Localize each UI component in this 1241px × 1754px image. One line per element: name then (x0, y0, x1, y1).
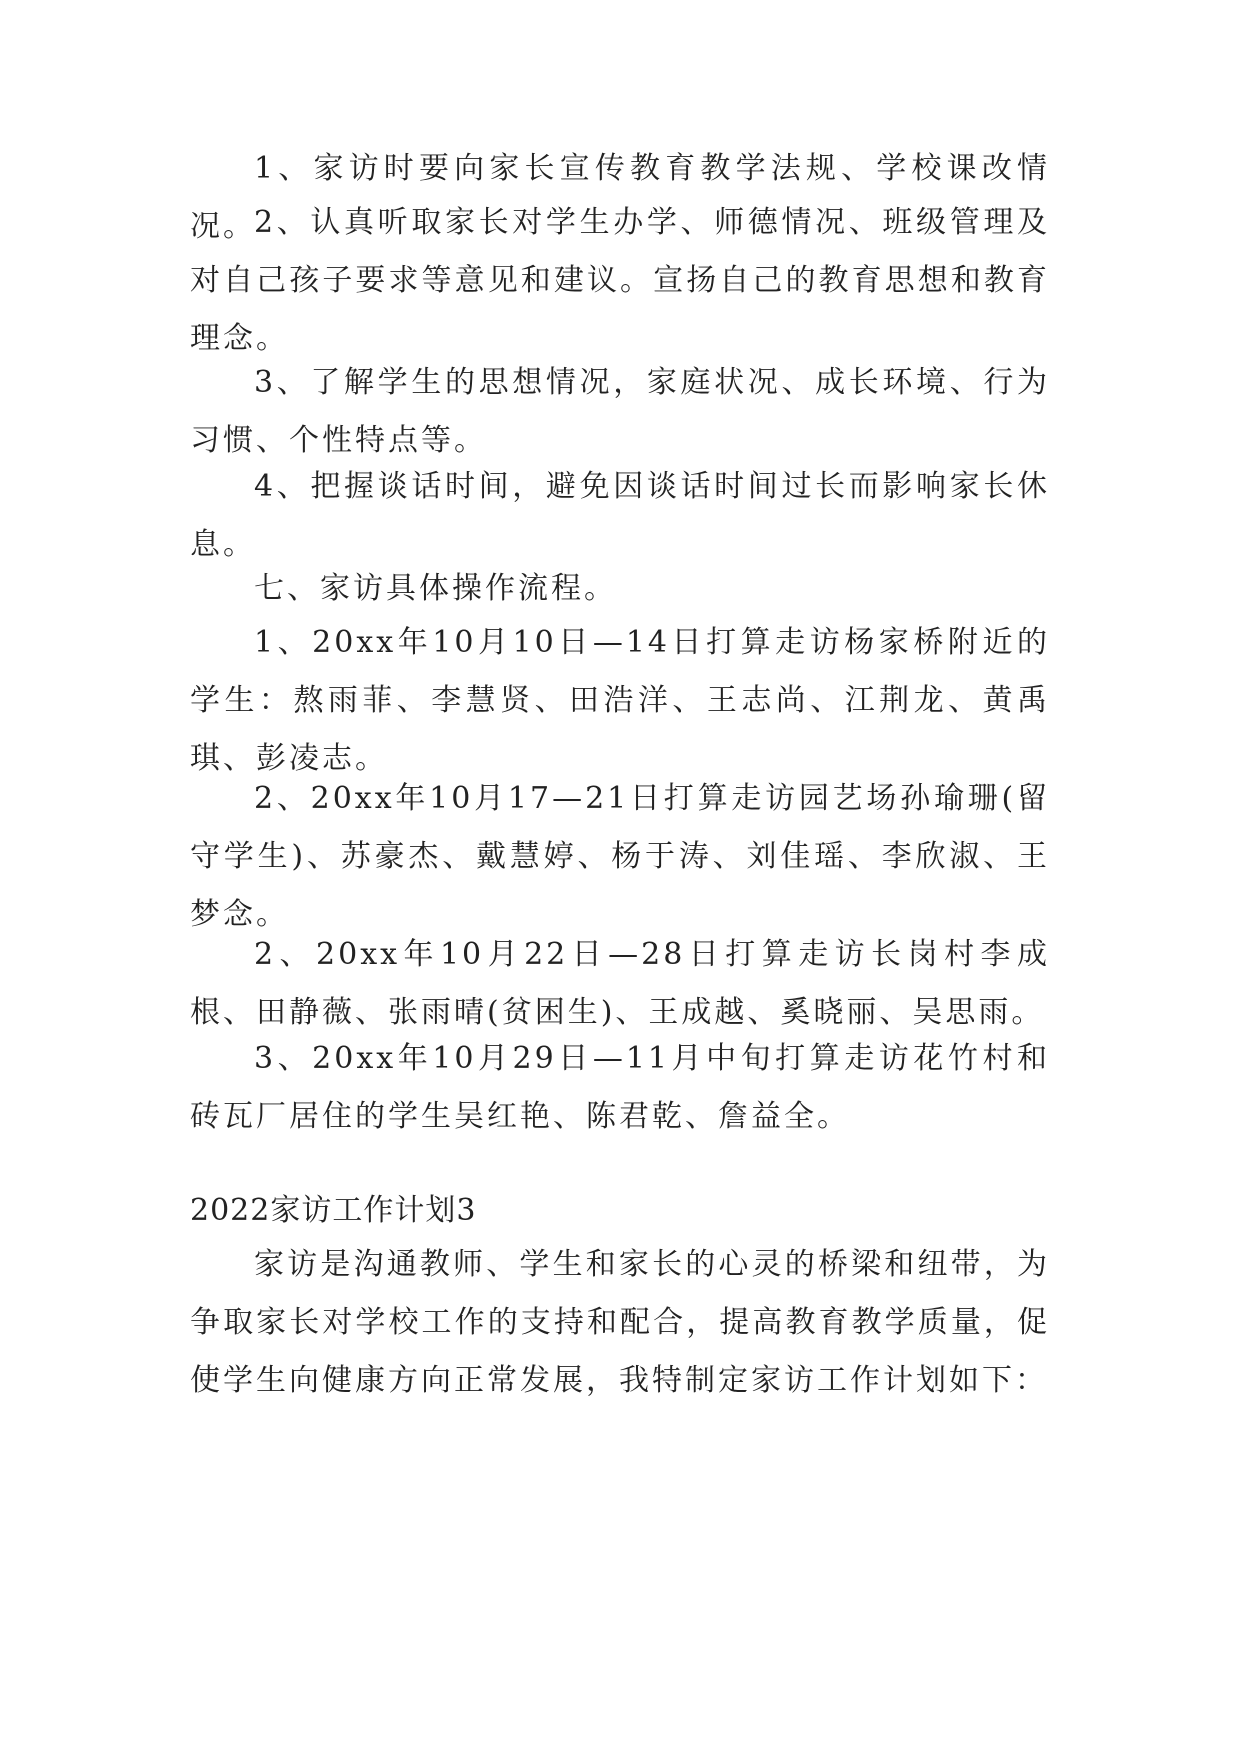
paragraph-4: 4、把握谈话时间，避免因谈话时间过长而影响家长休息。 (190, 469, 1050, 562)
paragraph-schedule-3: 2、20xx年10月22日—28日打算走访长岗村李成根、田静薇、张雨晴(贫困生)、王成越、奚晓丽、吴思雨。 (190, 937, 1050, 1030)
section-title: 2022家访工作计划3 (190, 1193, 477, 1228)
paragraph-schedule-4: 3、20xx年10月29日—11月中旬打算走访花竹村和砖瓦厂居住的学生吴红艳、陈君乾、詹益全。 (190, 1041, 1050, 1134)
paragraph-3: 3、了解学生的思想情况，家庭状况、成长环境、行为习惯、个性特点等。 (190, 365, 1050, 458)
paragraph-schedule-1: 1、20xx年10月10日—14日打算走访杨家桥附近的学生：熬雨菲、李慧贤、田浩洋、王志尚、江荆龙、黄禹琪、彭凌志。 (190, 625, 1050, 776)
paragraph-schedule-2: 2、20xx年10月17—21日打算走访园艺场孙瑜珊(留守学生)、苏豪杰、戴慧婷、杨于涛、刘佳瑶、李欣淑、王梦念。 (190, 781, 1050, 932)
section-heading-seven: 七、家访具体操作流程。 (254, 571, 617, 606)
paragraph-2: 2、认真听取家长对学生办学、师德情况、班级管理及对自己孩子要求等意见和建议。宣扬自己的教育思想和教育理念。 (190, 205, 1050, 356)
paragraph-1: 1、家访时要向家长宣传教育教学法规、学校课改情况。 (190, 151, 1050, 244)
intro-paragraph: 家访是沟通教师、学生和家长的心灵的桥梁和纽带，为争取家长对学校工作的支持和配合，提高教育教学质量，促使学生向健康方向正常发展，我特制定家访工作计划如下： (190, 1247, 1050, 1398)
